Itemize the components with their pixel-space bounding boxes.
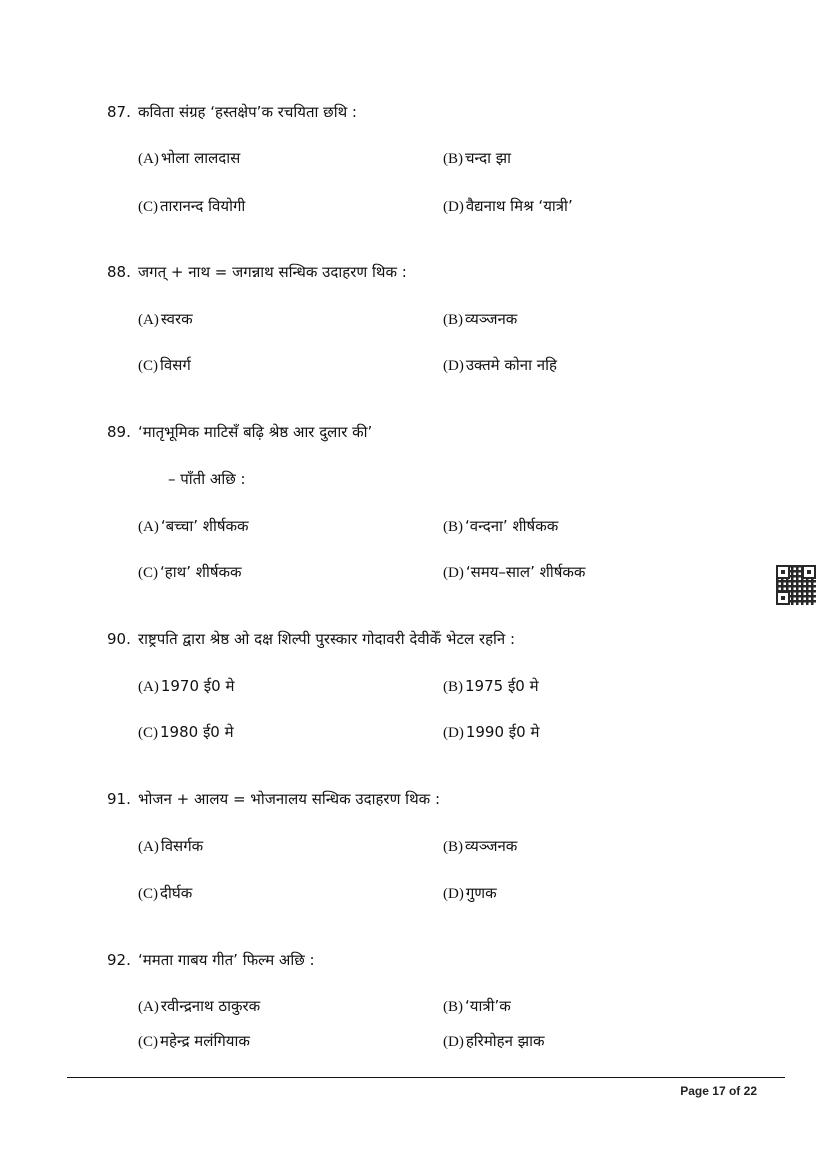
question-text: ‘मातृभूमिक माटिसँ बढ़ि श्रेष्ठ आर दुलार की’ (138, 423, 373, 441)
option-a: (A) ‘बच्चा’ शीर्षकक (138, 517, 249, 535)
question-number: 88. (107, 263, 131, 281)
option-a: (A) 1970 ई0 मे (138, 677, 235, 695)
option-b: (B) 1975 ई0 मे (443, 677, 539, 695)
option-c: (C) दीर्घक (138, 884, 193, 902)
page-number: Page 17 of 22 (680, 1084, 757, 1098)
question-number: 87. (107, 103, 131, 121)
option-b: (B) ‘वन्दना’ शीर्षकक (443, 517, 559, 535)
option-c: (C) विसर्ग (138, 356, 191, 374)
option-d: (D) 1990 ई0 मे (443, 723, 540, 741)
question-subtext: – पाँती अछि : (168, 470, 246, 488)
option-a: (A) भोला लालदास (138, 149, 241, 167)
option-b: (B) व्यञ्जनक (443, 310, 518, 328)
option-c: (C) 1980 ई0 मे (138, 723, 234, 741)
question-text: भोजन + आलय = भोजनालय सन्धिक उदाहरण थिक : (138, 790, 440, 808)
question-89 (107, 422, 372, 442)
question-text: ‘ममता गाबय गीत’ फिल्म अछि : (138, 951, 315, 969)
option-b: (B) व्यञ्जनक (443, 837, 518, 855)
question-88 (107, 262, 407, 282)
question-text: कविता संग्रह ‘हस्तक्षेप’क रचयिता छथि : (138, 103, 357, 121)
question-91 (107, 789, 440, 809)
question-number: 91. (107, 790, 131, 808)
option-b: (B) ‘यात्री’क (443, 997, 511, 1015)
question-87 (107, 102, 357, 122)
option-d: (D) उक्तमे कोना नहि (443, 356, 557, 374)
option-c: (C) महेन्द्र मलंगियाक (138, 1032, 250, 1050)
option-a: (A) विसर्गक (138, 837, 204, 855)
option-d: (D) हरिमोहन झाक (443, 1032, 545, 1050)
option-d: (D) ‘समय–साल’ शीर्षकक (443, 563, 586, 581)
option-d: (D) गुणक (443, 884, 497, 902)
option-b: (B) चन्दा झा (443, 149, 512, 167)
question-text: जगत् + नाथ = जगन्नाथ सन्धिक उदाहरण थिक : (138, 263, 407, 281)
question-number: 90. (107, 630, 131, 648)
question-number: 92. (107, 951, 131, 969)
option-a: (A) रवीन्द्रनाथ ठाकुरक (138, 997, 261, 1015)
question-text: राष्ट्रपति द्वारा श्रेष्ठ ओ दक्ष शिल्पी पुरस्कार गोदावरी देवीकेँ भेटल रहनि : (138, 630, 516, 648)
qr-code-icon (776, 565, 816, 605)
option-c: (C) ‘हाथ’ शीर्षकक (138, 563, 242, 581)
question-92 (107, 950, 315, 970)
footer-divider (67, 1077, 785, 1078)
question-90 (107, 629, 515, 649)
option-d: (D) वैद्यनाथ मिश्र ‘यात्री’ (443, 197, 573, 215)
option-c: (C) तारानन्द वियोगी (138, 197, 246, 215)
option-a: (A) स्वरक (138, 310, 193, 328)
question-number: 89. (107, 423, 131, 441)
